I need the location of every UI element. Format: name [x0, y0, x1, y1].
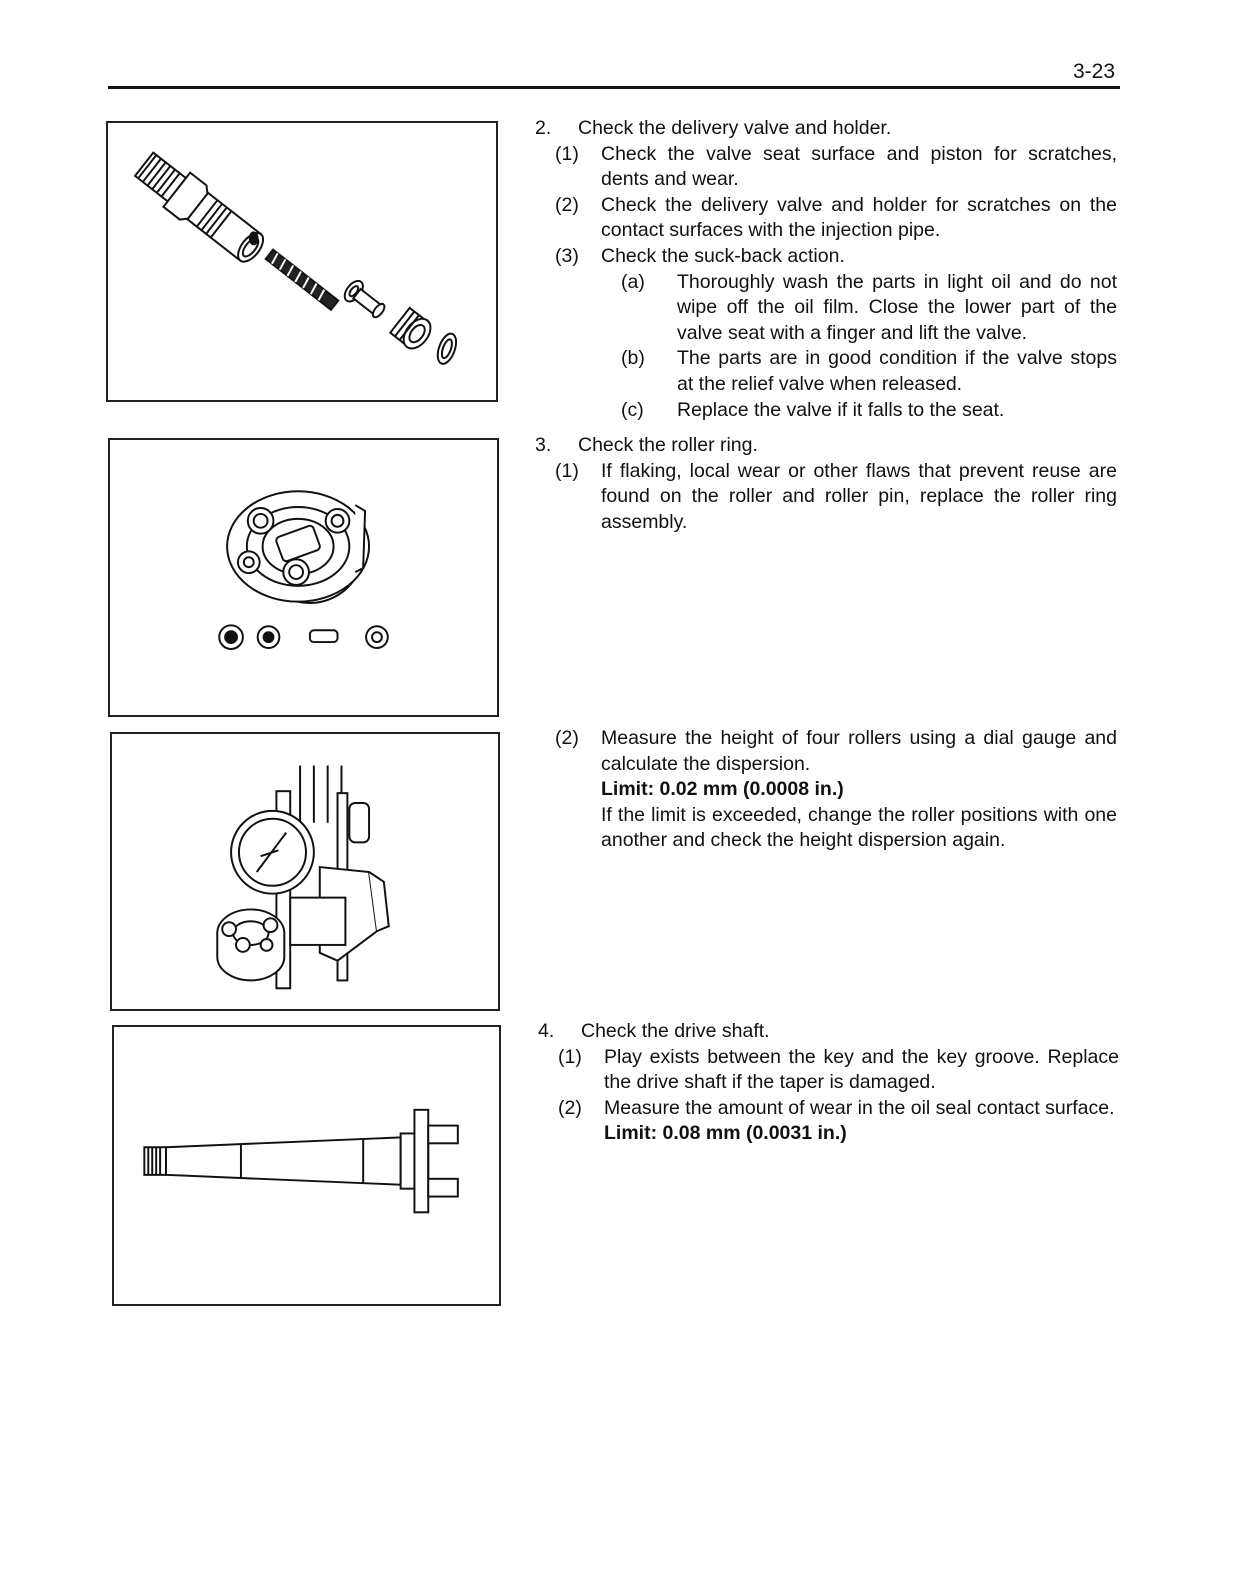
- limit-spec: Limit: 0.02 mm (0.0008 in.): [601, 778, 844, 801]
- section-3-item-2: [535, 726, 1117, 854]
- item-number: (1): [555, 142, 579, 165]
- item-number: (2): [555, 727, 579, 749]
- header-rule: [108, 86, 1120, 89]
- subitem-letter: (c): [621, 398, 644, 421]
- section-number: 2.: [535, 117, 552, 139]
- section-title: Check the roller ring.: [578, 434, 758, 456]
- subitem-letter: (b): [621, 347, 645, 370]
- item-number: (2): [555, 193, 579, 216]
- item-number: (2): [558, 1096, 582, 1119]
- item-text: Check the suck-back action.: [601, 244, 845, 267]
- item-number: (1): [558, 1045, 582, 1068]
- section-4-drive-shaft: [538, 1019, 1119, 1147]
- roller-ring-illustration: [108, 438, 499, 717]
- item-text: Check the valve seat surface and piston for scratches, dents and wear.: [601, 142, 1117, 191]
- section-2-delivery-valve: [535, 116, 1117, 423]
- limit-spec: Limit: 0.08 mm (0.0031 in.): [604, 1122, 847, 1145]
- page-number: 3-23: [1072, 60, 1115, 83]
- item-number: (1): [555, 459, 579, 482]
- item-text: Play exists between the key and the key groove. Replace the drive shaft if the taper is damaged.: [604, 1045, 1119, 1094]
- item-followup-text: If the limit is exceeded, change the roller positions with one another and check the height dispersion again.: [601, 803, 1117, 852]
- section-title: Check the drive shaft.: [581, 1020, 770, 1042]
- subitem-text: Thoroughly wash the parts in light oil and do not wipe off the oil film. Close the lower part of the valve seat with a finger and lift the valve.: [677, 270, 1117, 344]
- subitem-text: The parts are in good condition if the valve stops at the relief valve when released.: [677, 347, 1117, 395]
- item-text: Measure the height of four rollers using a dial gauge and calculate the dispersion.: [601, 727, 1117, 775]
- delivery-valve-illustration: [106, 121, 498, 402]
- subitem-letter: (a): [621, 270, 645, 293]
- subitem-text: Replace the valve if it falls to the seat.: [677, 398, 1005, 421]
- drive-shaft-illustration: [112, 1025, 501, 1306]
- dial-gauge-measurement-illustration: [110, 732, 500, 1011]
- section-title: Check the delivery valve and holder.: [578, 117, 892, 139]
- item-text: If flaking, local wear or other flaws that prevent reuse are found on the roller and roller pin, replace the roller ring assembly.: [601, 459, 1117, 533]
- section-3-roller-ring: [535, 433, 1117, 535]
- item-text: Measure the amount of wear in the oil seal contact surface.: [604, 1096, 1115, 1119]
- item-text: Check the delivery valve and holder for scratches on the contact surfaces with the injection pipe.: [601, 193, 1117, 242]
- item-number: (3): [555, 244, 579, 267]
- section-number: 4.: [538, 1020, 555, 1042]
- section-number: 3.: [535, 434, 552, 456]
